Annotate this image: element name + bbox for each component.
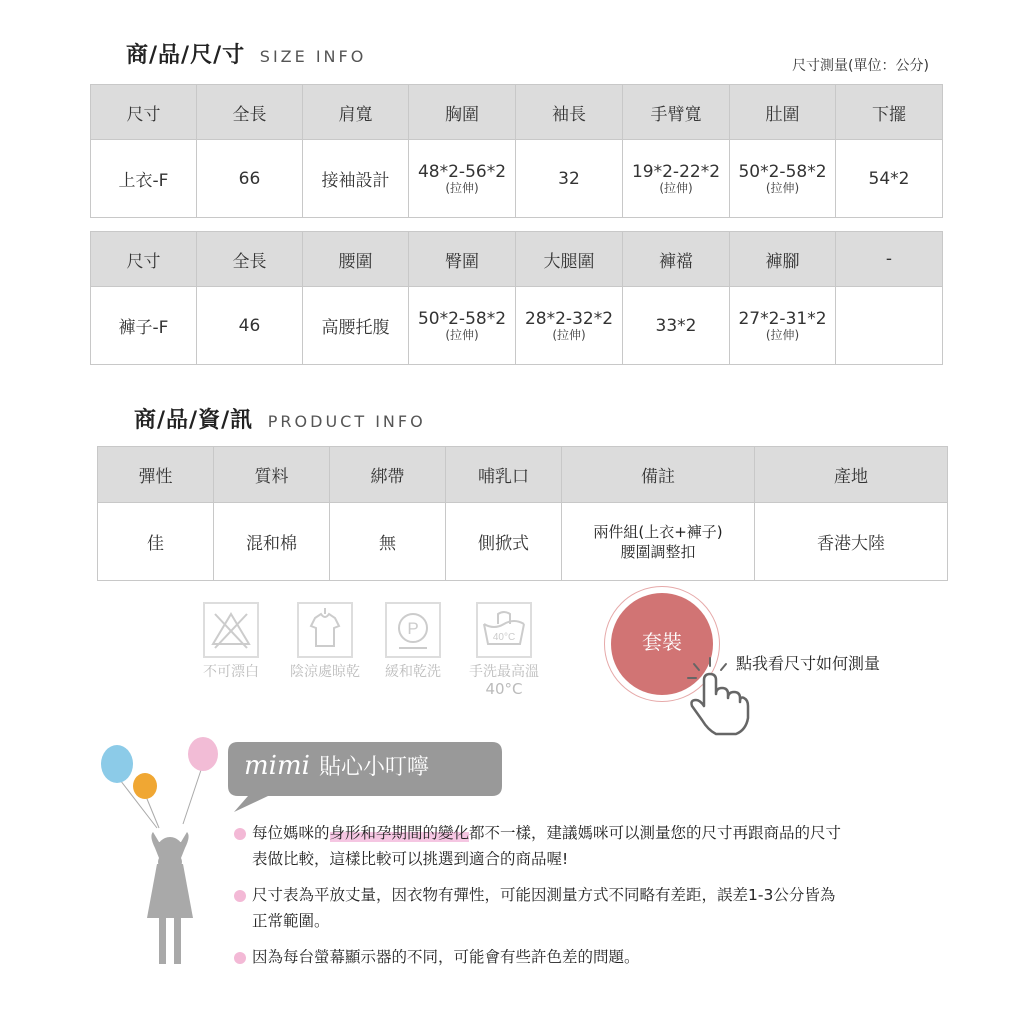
care-dry-clean — [378, 602, 448, 681]
size-bottom-cell-value: 高腰托腹 — [321, 318, 390, 338]
tips-title: 貼心小叮嚀 — [319, 755, 430, 780]
size-top-data-cell — [730, 140, 836, 218]
hang-dry-shade-icon — [297, 602, 353, 658]
size-bottom-header-cell: 褲腳 — [730, 232, 836, 287]
size-top-header-cell: 尺寸 — [91, 85, 197, 140]
care-label-no-bleach: 不可漂白 — [203, 664, 259, 680]
pink-dot-icon — [234, 952, 246, 964]
tip-item — [234, 882, 934, 908]
size-top-header-cell: 全長 — [197, 85, 303, 140]
size-top-data-cell — [303, 140, 409, 218]
care-label-hang-dry: 陰涼處晾乾 — [290, 664, 360, 680]
size-bottom-data-cell — [197, 287, 303, 365]
pink-dot-icon — [234, 828, 246, 840]
no-bleach-icon — [203, 602, 259, 658]
product-data-cell — [214, 503, 330, 581]
tips-list — [234, 820, 934, 970]
size-top-header-cell: 胸圍 — [409, 85, 516, 140]
girl-balloons-illustration — [95, 730, 235, 970]
size-title-en: SIZE INFO — [259, 47, 367, 66]
unit-note: 尺寸測量(單位：公分) — [792, 58, 929, 74]
tip-item-cont: 表做比較，這樣比較可以挑選到適合的商品喔! — [252, 850, 569, 868]
size-bottom-data-cell — [730, 287, 836, 365]
size-top-cell-value: 48*2-56*2 — [417, 162, 507, 182]
size-top-cell-note: (拉伸) — [765, 181, 800, 195]
size-bottom-header-cell: 大腿圍 — [516, 232, 623, 287]
size-bottom-header-cell: 尺寸 — [91, 232, 197, 287]
product-header-cell: 哺乳口 — [446, 447, 562, 503]
size-bottom-cell-value: 46 — [238, 315, 261, 336]
product-data-cell — [330, 503, 446, 581]
product-cell-value: 側掀式 — [478, 534, 529, 554]
tip-1-text: 每位媽咪的 — [252, 824, 330, 842]
product-data-cell — [98, 503, 214, 581]
size-bottom-header-cell: 臀圍 — [409, 232, 516, 287]
tip-item — [234, 820, 934, 846]
size-top-cell-value: 接袖設計 — [321, 171, 390, 191]
dry-clean-letter: P — [407, 619, 419, 638]
size-top-header-cell: 袖長 — [516, 85, 623, 140]
size-bottom-data-cell — [516, 287, 623, 365]
size-top-data-cell — [91, 140, 197, 218]
product-title-en: PRODUCT INFO — [267, 412, 426, 431]
size-bottom-header-cell: - — [836, 232, 943, 287]
size-top-data-cell — [197, 140, 303, 218]
size-top-cell-value: 19*2-22*2 — [631, 162, 721, 182]
product-cell-value: 香港大陸 — [817, 534, 885, 554]
set-button-label: 套裝 — [642, 629, 682, 654]
size-top-data-cell — [836, 140, 943, 218]
size-top-cell-note: (拉伸) — [659, 181, 693, 195]
size-bottom-data-cell — [409, 287, 516, 365]
tips-brand: mimi — [244, 751, 310, 781]
size-bottom-header-row — [91, 232, 943, 287]
product-data-cell — [446, 503, 562, 581]
tip-item — [234, 944, 934, 970]
product-header-cell: 綁帶 — [330, 447, 446, 503]
size-top-header-cell: 肩寬 — [303, 85, 409, 140]
size-top-data-cell — [516, 140, 623, 218]
blue-balloon-icon — [101, 745, 133, 783]
size-top-data-row — [91, 140, 943, 218]
size-top-cell-value: 32 — [558, 168, 580, 189]
product-data-cell — [755, 503, 948, 581]
care-hand-wash — [460, 602, 548, 698]
tip-item-cont: 正常範圍。 — [252, 912, 330, 930]
size-bottom-cell-note: (拉伸) — [765, 328, 800, 342]
size-section-title — [126, 38, 366, 69]
size-top-header-cell: 手臂寬 — [623, 85, 730, 140]
product-header-cell: 質料 — [214, 447, 330, 503]
size-top-cell-value: 50*2-58*2 — [738, 162, 827, 182]
size-bottom-data-cell — [623, 287, 730, 365]
orange-balloon-icon — [133, 773, 157, 799]
product-cell-value: 佳 — [147, 534, 164, 554]
care-hang-dry — [280, 602, 370, 681]
size-bottom-cell-value: 33*2 — [655, 315, 697, 336]
size-top-header-cell: 下擺 — [836, 85, 943, 140]
pink-balloon-icon — [188, 737, 218, 771]
size-top-cell-value: 上衣-F — [118, 171, 169, 191]
product-cell-note: 腰圍調整扣 — [620, 542, 696, 561]
product-cell-value: 無 — [379, 534, 396, 554]
size-bottom-cell-note: (拉伸) — [445, 328, 479, 342]
size-table-top — [90, 84, 943, 218]
size-top-data-cell — [409, 140, 516, 218]
pink-dot-icon — [234, 890, 246, 902]
tip-1-highlight: 身形和孕期間的變化 — [329, 824, 470, 842]
size-bottom-header-cell: 腰圍 — [303, 232, 409, 287]
size-top-cell-value: 54*2 — [868, 168, 910, 189]
size-bottom-cell-value: 28*2-32*2 — [524, 309, 614, 329]
tip-2-text: 尺寸表為平放丈量，因衣物有彈性，可能因測量方式不同略有差距，誤差1-3公分皆為 — [252, 886, 836, 904]
size-top-data-cell — [623, 140, 730, 218]
tip-1-text-end: 都不一樣，建議媽咪可以測量您的尺寸再跟商品的尺寸 — [469, 824, 842, 842]
size-bottom-header-cell: 全長 — [197, 232, 303, 287]
wash-temp-text: 40°C — [492, 632, 516, 643]
care-sub-hand-wash: 40°C — [485, 680, 523, 698]
care-label-hand-wash: 手洗最高溫 — [469, 664, 539, 680]
care-label-dry-clean: 緩和乾洗 — [385, 664, 441, 680]
product-header-row — [98, 447, 948, 503]
size-bottom-data-row — [91, 287, 943, 365]
product-data-row — [98, 503, 948, 581]
size-bottom-header-cell: 褲襠 — [623, 232, 730, 287]
size-top-cell-value: 66 — [238, 168, 261, 189]
girl-silhouette-icon — [147, 832, 193, 964]
product-header-cell: 備註 — [562, 447, 755, 503]
size-bottom-cell-note: (拉伸) — [552, 328, 586, 342]
product-cell-value: 混和棉 — [246, 534, 297, 554]
product-header-cell: 產地 — [755, 447, 948, 503]
product-section-title — [134, 403, 426, 434]
size-top-header-cell: 肚圍 — [730, 85, 836, 140]
size-bottom-data-cell — [836, 287, 943, 365]
tips-banner-text — [244, 750, 429, 781]
gentle-dry-clean-icon — [385, 602, 441, 658]
size-bottom-data-cell — [91, 287, 197, 365]
size-table-bottom — [90, 231, 943, 365]
product-header-cell: 彈性 — [98, 447, 214, 503]
size-bottom-cell-value: 褲子-F — [118, 318, 169, 338]
product-cell-value: 兩件組(上衣+褲子) — [593, 522, 723, 541]
size-bottom-cell-value: 50*2-58*2 — [417, 309, 507, 329]
size-measure-link[interactable]: 點我看尺寸如何測量 — [736, 654, 881, 673]
size-top-cell-note: (拉伸) — [445, 181, 479, 195]
care-no-bleach — [196, 602, 266, 681]
product-data-cell — [562, 503, 755, 581]
size-title-zh: 商/品/尺/寸 — [126, 43, 246, 68]
product-title-zh: 商/品/資/訊 — [134, 408, 254, 433]
product-info-table — [97, 446, 948, 581]
hand-wash-40-icon — [476, 602, 532, 658]
size-top-header-row — [91, 85, 943, 140]
tip-3-text: 因為每台螢幕顯示器的不同，可能會有些許色差的問題。 — [252, 948, 640, 966]
size-bottom-cell-value: 27*2-31*2 — [738, 309, 827, 329]
size-bottom-data-cell — [303, 287, 409, 365]
